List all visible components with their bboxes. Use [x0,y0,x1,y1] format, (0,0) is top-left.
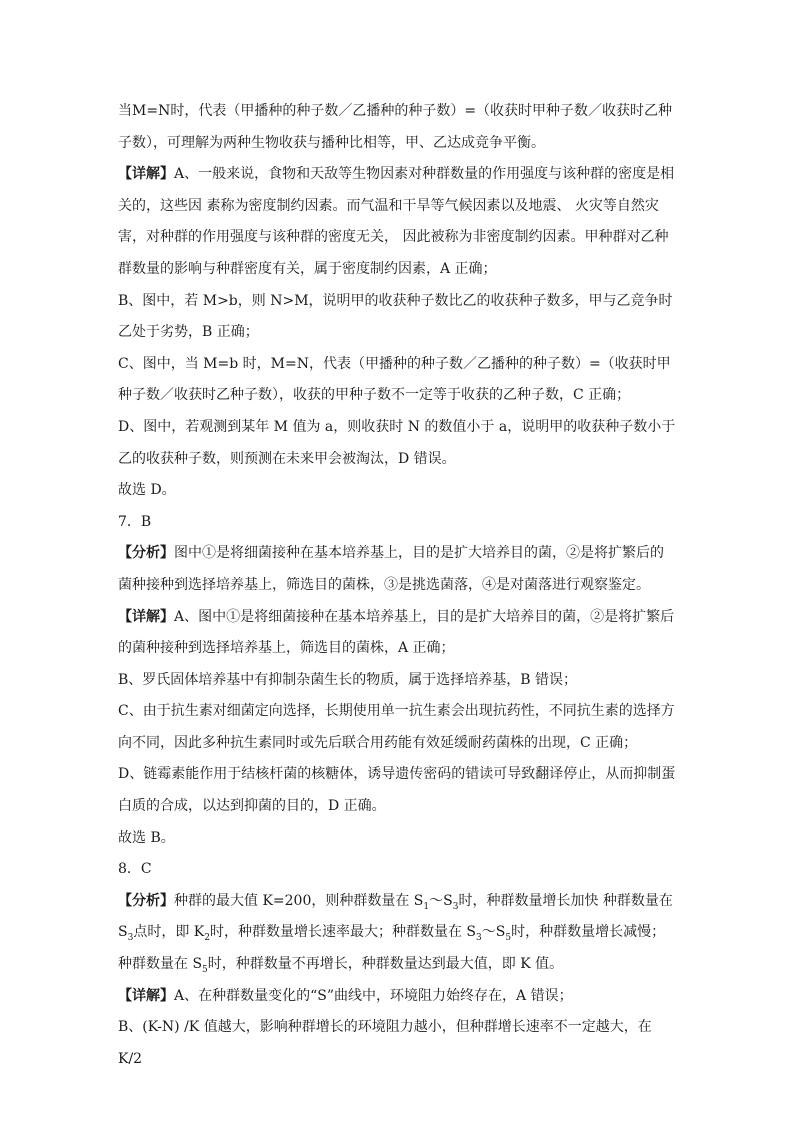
paragraph-q7-option-b: B、罗氏固体培养基中有抑制杂菌生长的物质，属于选择培养基，B 错误； [118,671,578,688]
question-7-answer: 7．B [118,513,152,530]
answer-explanation [118,96,676,1075]
paragraph-q7-option-c: C、由于抗生素对细菌定向选择，长期使用单一抗生素会出现抗药性，不同抗生素的选择方向不同，因此多种抗生素同时或先后联合用药能有效延缓耐药菌株的出现，C 正确； [118,703,675,751]
paragraph-q6-detail: 【详解】A、一般来说，食物和天敌等生物因素对种群数量的作用强度与该种群的密度是相关的，这些因 素称为密度制约因素。而气温和干旱等气候因素以及地震、 火灾等自然灾害，对种群的作用强度与该种群的密度无关， 因此被称为非密度制约因素。甲种群对乙种群数量的影响与种群密度有关，属于密度制约因素，A 正确； [118,166,675,277]
analysis-tag: 【分析】 [118,545,174,562]
question-8-answer: 8．C [118,861,152,878]
paragraph-q6-option-c: C、图中，当 M=b 时，M=N，代表（甲播种的种子数／乙播种的种子数）=（收获时甲种子数／收获时乙种子数），收获的甲种子数不一定等于收获的乙种子数，C 正确； [118,355,671,404]
paragraph-competition-balance: 当M=N时，代表（甲播种的种子数／乙播种的种子数）=（收获时甲种子数／收获时乙种子数），可理解为两种生物收获与播种比相等，甲、乙达成竞争平衡。 [118,103,673,151]
analysis-tag: 【分析】 [118,892,174,909]
paragraph-q6-answer: 故选 D。 [118,482,176,499]
detail-tag: 【详解】 [118,608,174,625]
detail-tag: 【详解】 [118,166,174,183]
paragraph-q8-analysis: 【分析】种群的最大值 K=200，则种群数量在 $S_1\sim S_3$时，种群数量增长加快 种群数量在 $S_3$点时，即 $K_2$时，种群数量增长速率最大；种群数量在 $S_3\sim S_5$时，种群数量增长减慢；种群数量在 $S_5$时，种群数量不再增长，种群数量达到最大值，即 K 值。 [118,892,673,975]
paragraph-q8-detail: 【详解】A、在种群数量变化的“S”曲线中，环境阻力始终存在，A 错误； [118,987,573,1004]
paragraph-q7-option-d: D、链霉素能作用于结核杆菌的核糖体，诱导遗传密码的错读可导致翻译停止，从而抑制蛋白质的合成，以达到抑菌的目的，D 正确。 [118,766,676,815]
detail-tag: 【详解】 [118,987,174,1004]
paragraph-q7-answer: 故选 B。 [118,829,175,846]
paragraph-q7-analysis: 【分析】图中①是将细菌接种在基本培养基上，目的是扩大培养目的菌，②是将扩繁后的菌种接种到选择培养基上，筛选目的菌株，③是挑选菌落，④是对菌落进行观察鉴定。 [118,545,664,593]
paragraph-q8-option-b: B、(K-N) /K 值越大，影响种群增长的环境阻力越小，但种群增长速率不一定越大，在 K/2 [118,1019,652,1067]
paragraph-q6-option-d: D、图中，若观测到某年 M 值为 a，则收获时 N 的数值小于 a，说明甲的收获种子数小于乙的收获种子数，则预测在未来甲会被淘汰，D 错误。 [118,418,676,467]
paragraph-q6-option-b: B、图中，若 M>b，则 N>M，说明甲的收获种子数比乙的收获种子数多，甲与乙竞争时乙处于劣势，B 正确； [118,292,673,341]
paragraph-q7-detail: 【详解】A、图中①是将细菌接种在基本培养基上，目的是扩大培养目的菌，②是将扩繁后的菌种接种到选择培养基上，筛选目的菌株，A 正确； [118,608,675,657]
